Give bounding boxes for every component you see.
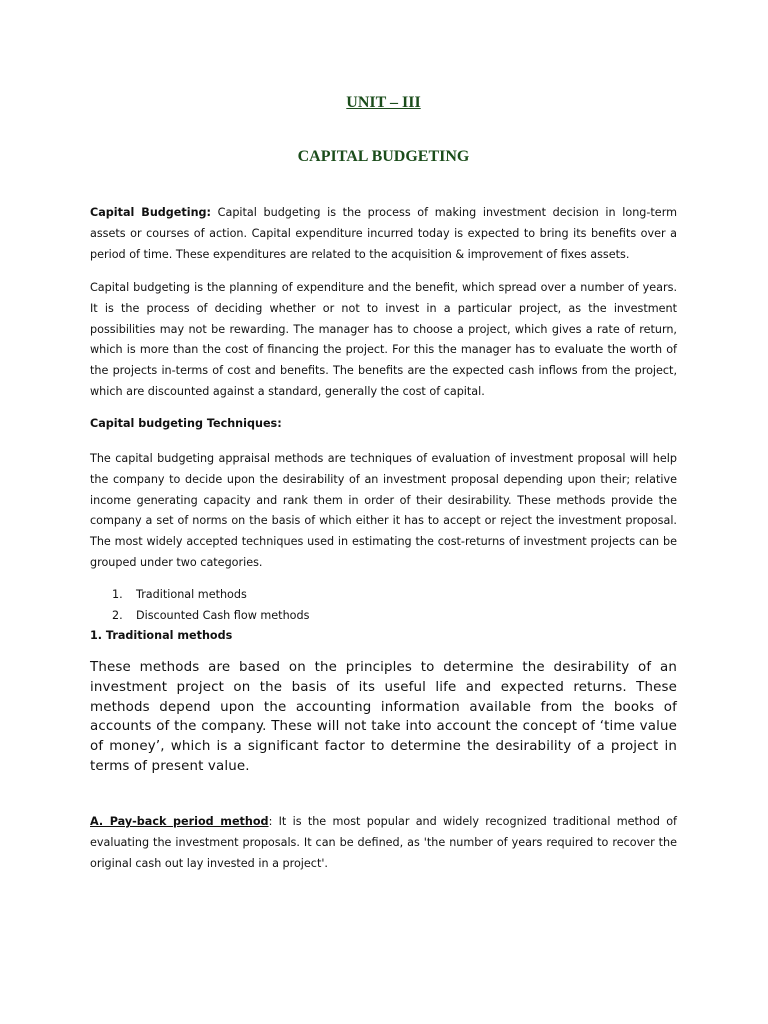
intro-paragraph xyxy=(90,203,677,265)
list-item-label: Traditional methods xyxy=(136,588,247,601)
list-item xyxy=(112,606,309,627)
chapter-title: CAPITAL BUDGETING xyxy=(297,148,470,165)
list-item-number: 1. xyxy=(112,588,123,601)
techniques-heading: Capital budgeting Techniques: xyxy=(90,417,282,430)
intro-text: Capital budgeting is the process of making investment decision in long-term assets or courses of action. Capital expenditure incurred today is expected to bring its benefits over a period of time. These expenditures are related to the acquisition & improvement of fixes assets. xyxy=(90,206,677,261)
categories-list xyxy=(112,585,309,627)
traditional-methods-paragraph: These methods are based on the principles to determine the desirability of an investment project on the basis of its useful life and expected returns. These methods depend upon the accounting information available from the books of accounts of the company. These will not take into account the concept of ‘time value of money’, which is a significant factor to determine the desirability of a project in terms of present value. xyxy=(90,660,677,774)
intro-term: Capital Budgeting: xyxy=(90,206,212,219)
payback-term: A. Pay-back period method xyxy=(90,815,269,828)
unit-title: UNIT – III xyxy=(346,94,421,111)
payback-paragraph xyxy=(90,812,677,874)
planning-paragraph: Capital budgeting is the planning of expenditure and the benefit, which spread over a number of years. It is the process of deciding whether or not to invest in a particular project, as the investment possibilities may not be rewarding. The manager has to choose a project, which gives a rate of return, which is more than the cost of financing the project. For this the manager has to evaluate the worth of the projects in-terms of cost and benefits. The benefits are the expected cash inflows from the project, which are discounted against a standard, generally the cost of capital. xyxy=(90,281,677,398)
payback-text: : It is the most popular and widely recognized traditional method of evaluating the investment proposals. It can be defined, as 'the number of years required to recover the original cash out lay invested in a project'. xyxy=(90,815,677,870)
traditional-methods-heading: 1. Traditional methods xyxy=(90,629,233,642)
techniques-paragraph: The capital budgeting appraisal methods are techniques of evaluation of investment proposal will help the company to decide upon the desirability of an investment proposal depending upon their; relative income generating capacity and rank them in order of their desirability. These methods provide the company a set of norms on the basis of which either it has to accept or reject the investment proposal. The most widely accepted techniques used in estimating the cost-returns of investment projects can be grouped under two categories. xyxy=(90,452,677,569)
list-item-label: Discounted Cash flow methods xyxy=(136,608,310,622)
list-item xyxy=(112,585,309,606)
list-item-number: 2. xyxy=(112,608,123,622)
